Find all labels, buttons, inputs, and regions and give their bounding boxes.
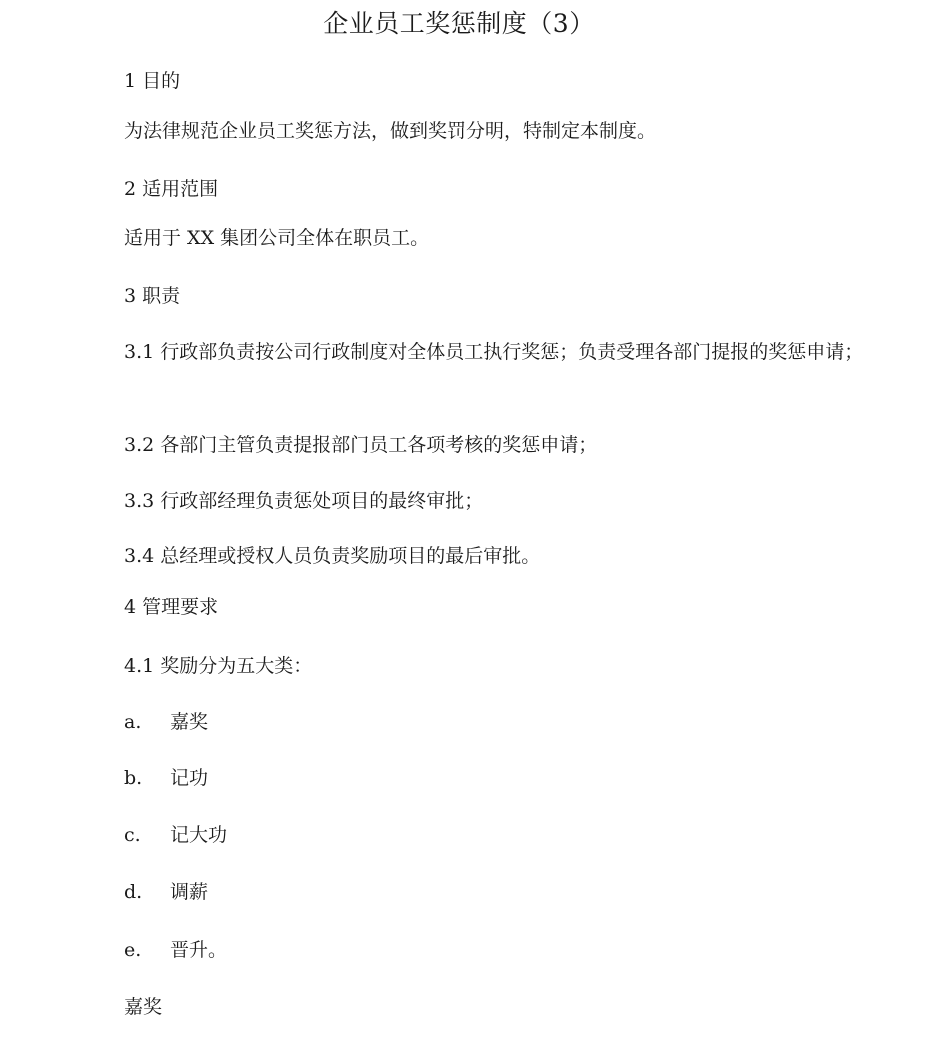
section-3-heading: 3 职责: [124, 285, 181, 307]
list-item: [124, 935, 227, 965]
trailing-heading: 嘉奖: [124, 996, 163, 1018]
list-item-text: 嘉奖: [170, 711, 209, 733]
section-1-text: 为法律规范企业员工奖惩方法，做到奖罚分明，特制定本制度。: [124, 120, 657, 142]
section-4-1-text: 4.1 奖励分为五大类：: [124, 655, 313, 677]
section-4-heading: 4 管理要求: [124, 596, 219, 618]
section-2-text: 适用于 XX 集团公司全体在职员工。: [124, 227, 430, 249]
section-1-heading: 1 目的: [124, 70, 181, 92]
list-item: [124, 707, 208, 737]
list-marker: a.: [124, 711, 142, 733]
document-title: 企业员工奖惩制度（3）: [323, 9, 595, 38]
list-item-text: 调薪: [170, 881, 209, 903]
list-item-text: 晋升。: [170, 939, 228, 961]
list-item-text: 记大功: [170, 824, 228, 846]
list-marker: c.: [124, 824, 141, 846]
section-3-4-text: 3.4 总经理或授权人员负责奖励项目的最后审批。: [124, 545, 541, 567]
section-2-heading: 2 适用范围: [124, 178, 219, 200]
section-3-3-text: 3.3 行政部经理负责惩处项目的最终审批；: [124, 490, 484, 512]
list-marker: e.: [124, 939, 142, 961]
list-marker: b.: [124, 767, 143, 789]
list-marker: d.: [124, 881, 143, 903]
list-item: [124, 877, 208, 907]
section-3-1-text: 3.1 行政部负责按公司行政制度对全体员工执行奖惩；负责受理各部门提报的奖惩申请；: [124, 341, 864, 363]
list-item: [124, 820, 227, 850]
list-item-text: 记功: [170, 767, 209, 789]
section-3-2-text: 3.2 各部门主管负责提报部门员工各项考核的奖惩申请；: [124, 434, 598, 456]
list-item: [124, 763, 208, 793]
